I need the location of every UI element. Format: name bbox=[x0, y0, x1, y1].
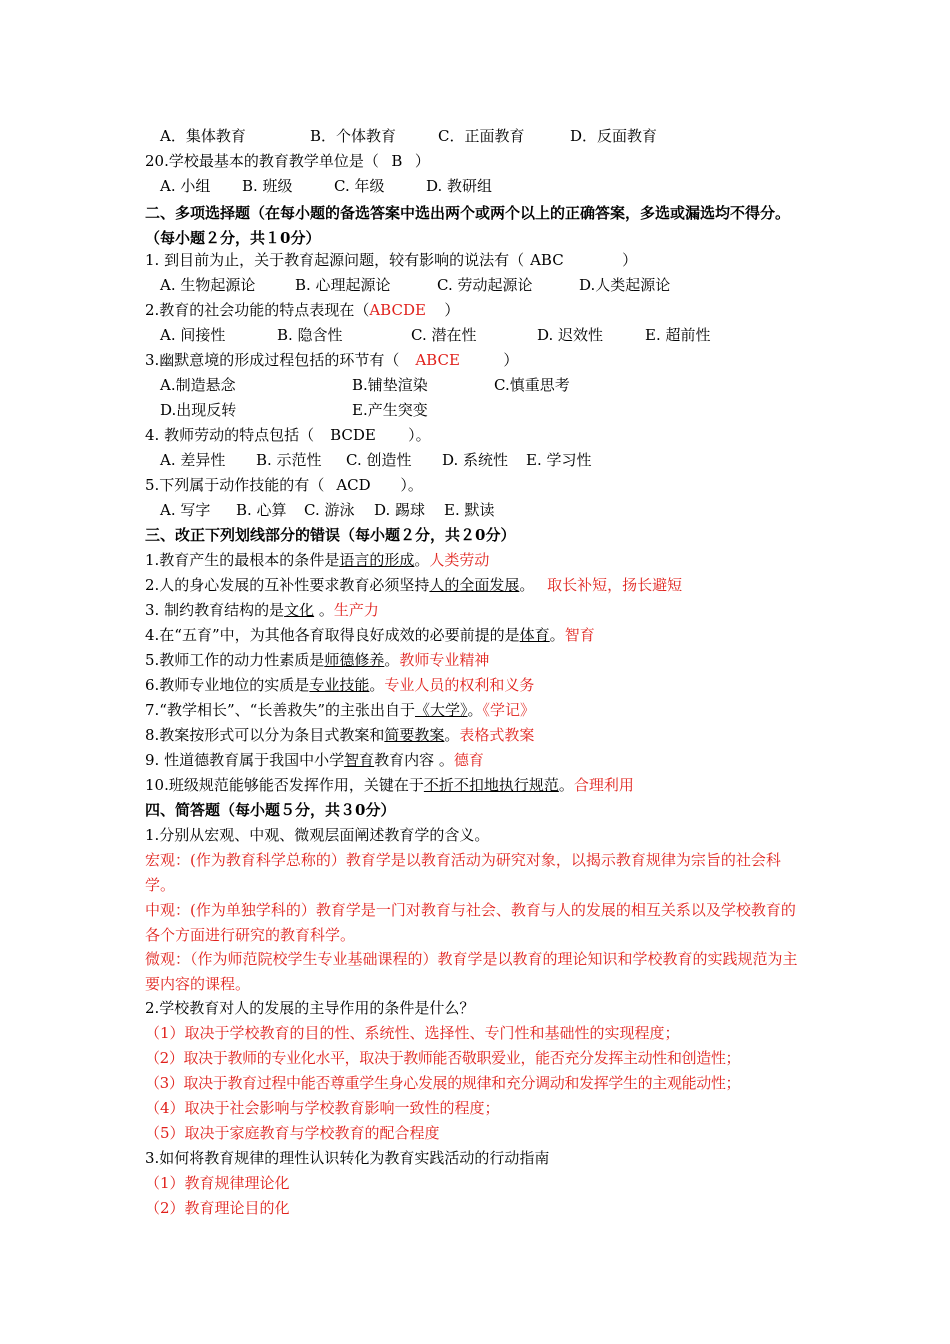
correction-answer: 智育 bbox=[564, 626, 595, 644]
option: D．反面教育 bbox=[570, 127, 658, 145]
correction-item: 7.“教学相长”、“长善救失”的主张出自于《大学》。《学记》 bbox=[145, 701, 536, 719]
short-question-2: 2.学校教育对人的发展的主导作用的条件是什么？ bbox=[145, 999, 475, 1017]
correction-answer: 教师专业精神 bbox=[399, 651, 490, 669]
option: A. 间接性 bbox=[160, 326, 226, 344]
correction-answer: 人类劳动 bbox=[429, 551, 490, 569]
correction-answer: 《学记》 bbox=[482, 701, 536, 719]
short-question-1: 1.分别从宏观、中观、微观层面阐述教育学的含义。 bbox=[145, 826, 490, 844]
option: A.制造悬念 bbox=[160, 376, 236, 394]
answer-line: （1）取决于学校教育的目的性、系统性、选择性、专门性和基础性的实现程度； bbox=[145, 1024, 680, 1042]
option: C．正面教育 bbox=[438, 127, 525, 145]
correction-answer: 表格式教案 bbox=[459, 726, 535, 744]
correction-answer: 德育 bbox=[453, 751, 484, 769]
option: A. 差异性 bbox=[160, 451, 226, 469]
answer-paragraph: 中观：(作为单独学科的）教育学是一门对教育与社会、教育与人的发展的相互关系以及学校教育的各个方面进行研究的教育科学。 bbox=[145, 901, 796, 944]
answer: B bbox=[391, 152, 403, 170]
option: E. 超前性 bbox=[645, 326, 711, 344]
answer-line: （5）取决于家庭教育与学校教育的配合程度 bbox=[145, 1124, 440, 1142]
mc-options-2 bbox=[160, 325, 711, 345]
option: B. 心算 bbox=[236, 501, 287, 519]
option: A. 小组 bbox=[160, 177, 211, 195]
option: D. 踢球 bbox=[374, 501, 426, 519]
q20-stem: 20.学校最基本的教育教学单位是（ B ） bbox=[145, 152, 430, 170]
option: E. 默读 bbox=[444, 501, 495, 519]
correction-item: 2.人的身心发展的互补性要求教育必须坚持人的全面发展。 取长补短，扬长避短 bbox=[145, 576, 683, 594]
mc-options-3b bbox=[160, 400, 428, 420]
option: B. 隐含性 bbox=[277, 326, 343, 344]
mc-question-4: 4. 教师劳动的特点包括（ BCDE ）。 bbox=[145, 426, 431, 444]
correction-item: 4.在“五育”中，为其他各育取得良好成效的必要前提的是体育。智育 bbox=[145, 626, 595, 644]
option: A．集体教育 bbox=[160, 127, 246, 145]
mc-question-3: 3.幽默意境的形成过程包括的环节有（ ABCE ） bbox=[145, 351, 519, 369]
answer-paragraph: 微观：（作为师范院校学生专业基础课程的）教育学是以教育的理论知识和学校教育的实践规范为主要内容的课程。 bbox=[145, 950, 798, 993]
underlined-error: 《大学》 bbox=[415, 701, 468, 719]
option: C. 劳动起源论 bbox=[437, 276, 533, 294]
mc-question-1: 1. 到目前为止，关于教育起源问题，较有影响的说法有（ ABC ） bbox=[145, 251, 638, 269]
mc-question-5: 5.下列属于动作技能的有（ ACD ）。 bbox=[145, 476, 423, 494]
correction-item: 5.教师工作的动力性素质是师德修养。教师专业精神 bbox=[145, 651, 490, 669]
answer: ABCDE bbox=[369, 301, 426, 319]
option: D. 迟效性 bbox=[537, 326, 604, 344]
answer-line: （2）取决于教师的专业化水平，取决于教师能否敬职爱业，能否充分发挥主动性和创造性； bbox=[145, 1049, 741, 1067]
correction-answer: 专业人员的权利和义务 bbox=[384, 676, 535, 694]
answer: ABCE bbox=[415, 351, 460, 369]
underlined-error: 专业技能 bbox=[309, 676, 370, 694]
correction-answer: 合理利用 bbox=[573, 776, 634, 794]
option: C. 潜在性 bbox=[411, 326, 477, 344]
option: D. 系统性 bbox=[442, 451, 509, 469]
option: C. 创造性 bbox=[346, 451, 412, 469]
answer-paragraph: 宏观：(作为教育科学总称的）教育学是以教育活动为研究对象，以揭示教育规律为宗旨的社会科学。 bbox=[145, 851, 781, 894]
option: D. 教研组 bbox=[426, 177, 493, 195]
short-question-3: 3.如何将教育规律的理性认识转化为教育实践活动的行动指南 bbox=[145, 1149, 550, 1167]
mc-options-5 bbox=[160, 500, 495, 520]
option: E.产生突变 bbox=[352, 401, 428, 419]
correction-answer: 生产力 bbox=[333, 601, 379, 619]
correction-item: 6.教师专业地位的实质是专业技能。专业人员的权利和义务 bbox=[145, 676, 535, 694]
option: A. 生物起源论 bbox=[160, 276, 256, 294]
answer-line: （4）取决于社会影响与学校教育影响一致性的程度； bbox=[145, 1099, 500, 1117]
correction-item: 3. 制约教育结构的是文化 。生产力 bbox=[145, 601, 379, 619]
mc-options-1 bbox=[160, 275, 670, 295]
correction-item: 10.班级规范能够能否发挥作用，关键在于不折不扣地执行规范。合理利用 bbox=[145, 776, 634, 794]
option: B. 班级 bbox=[242, 177, 293, 195]
answer-line: （1）教育规律理论化 bbox=[145, 1174, 290, 1192]
answer-line: （2）教育理论目的化 bbox=[145, 1199, 290, 1217]
option: D.出现反转 bbox=[160, 401, 237, 419]
answer: ABC bbox=[530, 251, 564, 269]
underlined-error: 文化 bbox=[284, 601, 315, 619]
option: B.铺垫渲染 bbox=[352, 376, 428, 394]
mc-options-3a bbox=[160, 375, 570, 395]
option: E. 学习性 bbox=[526, 451, 592, 469]
underlined-error: 语言的形成 bbox=[339, 551, 415, 569]
option: C.慎重思考 bbox=[494, 376, 570, 394]
section-heading-short-answer: 四、简答题（每小题５分，共３0分） bbox=[145, 801, 396, 819]
underlined-error: 不折不扣地执行规范 bbox=[423, 776, 559, 794]
option: C. 年级 bbox=[334, 177, 385, 195]
mc-options-4 bbox=[160, 450, 592, 470]
underlined-error: 简要教案 bbox=[384, 726, 445, 744]
section-heading-corrections: 三、改正下列划线部分的错误（每小题２分，共２0分） bbox=[145, 526, 516, 544]
q19-options bbox=[160, 126, 657, 146]
mc-question-2: 2.教育的社会功能的特点表现在（ABCDE ） bbox=[145, 301, 460, 319]
correction-answer: 取长补短，扬长避短 bbox=[547, 576, 683, 594]
option: B．个体教育 bbox=[310, 127, 397, 145]
option: A. 写字 bbox=[160, 501, 211, 519]
section-heading-multiple-choice: 二、多项选择题（在每小题的备选答案中选出两个或两个以上的正确答案，多选或漏选均不得分。（每小题２分，共１0分） bbox=[145, 204, 791, 247]
underlined-error: 体育 bbox=[519, 626, 550, 644]
option: D.人类起源论 bbox=[579, 276, 671, 294]
correction-item: 9. 性道德教育属于我国中小学智育教育内容 。德育 bbox=[145, 751, 484, 769]
q20-options bbox=[160, 176, 492, 196]
option: B. 心理起源论 bbox=[295, 276, 391, 294]
option: C. 游泳 bbox=[304, 501, 355, 519]
underlined-error: 师德修养 bbox=[324, 651, 385, 669]
underlined-error: 人的全面发展 bbox=[429, 576, 520, 594]
option: B. 示范性 bbox=[256, 451, 322, 469]
correction-item: 1.教育产生的最根本的条件是语言的形成。人类劳动 bbox=[145, 551, 490, 569]
correction-item: 8.教案按形式可以分为条目式教案和简要教案。表格式教案 bbox=[145, 726, 535, 744]
underlined-error: 智育 bbox=[344, 751, 375, 769]
answer-line: （3）取决于教育过程中能否尊重学生身心发展的规律和充分调动和发挥学生的主观能动性； bbox=[145, 1074, 741, 1092]
answer: BCDE bbox=[330, 426, 376, 444]
answer: ACD bbox=[336, 476, 371, 494]
